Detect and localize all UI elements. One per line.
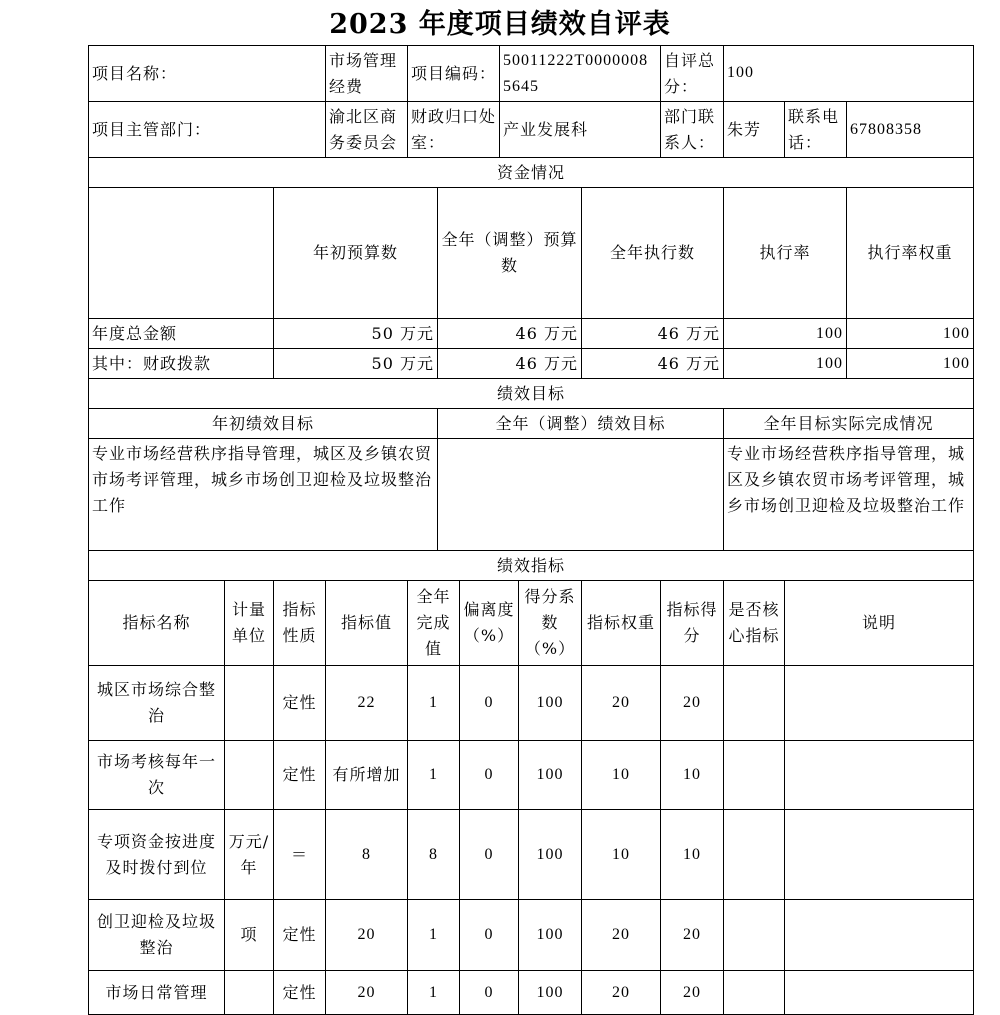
funds-cell: 100 xyxy=(724,349,847,379)
indicator-completed: 8 xyxy=(408,810,460,900)
indicator-unit xyxy=(225,666,274,741)
indicators-section-heading: 绩效指标 xyxy=(89,551,974,581)
indicator-completed: 1 xyxy=(408,741,460,810)
indicator-coefficient: 100 xyxy=(519,741,582,810)
goals-header-adjusted: 全年（调整）绩效目标 xyxy=(438,409,724,439)
indicator-note xyxy=(785,666,974,741)
project-code-label: 项目编码： xyxy=(408,46,500,102)
funds-cell: 100 xyxy=(724,319,847,349)
project-code-value: 50011222T00000085645 xyxy=(500,46,661,102)
indicator-name: 专项资金按进度及时拨付到位 xyxy=(89,810,225,900)
indicator-completed: 1 xyxy=(408,666,460,741)
funds-cell: 46 万元 xyxy=(438,319,582,349)
indicator-weight: 10 xyxy=(582,810,661,900)
indicator-nature: 定性 xyxy=(274,741,326,810)
indicator-nature: 定性 xyxy=(274,971,326,1015)
indicator-deviation: 0 xyxy=(460,971,519,1015)
indicator-deviation: 0 xyxy=(460,810,519,900)
indicator-header: 指标得分 xyxy=(661,581,724,666)
goals-header-row xyxy=(89,409,974,439)
phone-label: 联系电话： xyxy=(785,102,847,158)
funds-section-heading: 资金情况 xyxy=(89,158,974,188)
dept-label: 项目主管部门： xyxy=(89,102,326,158)
project-row-1 xyxy=(89,46,974,102)
indicator-is-core xyxy=(724,971,785,1015)
indicator-note xyxy=(785,971,974,1015)
indicator-unit: 万元/年 xyxy=(225,810,274,900)
funds-header: 全年执行数 xyxy=(582,188,724,319)
indicator-note xyxy=(785,810,974,900)
indicator-nature: 定性 xyxy=(274,900,326,971)
goal-adjusted-text xyxy=(438,439,724,551)
indicator-score: 20 xyxy=(661,971,724,1015)
indicator-nature: ＝ xyxy=(274,810,326,900)
phone-value: 67808358 xyxy=(847,102,974,158)
funds-header: 执行率 xyxy=(724,188,847,319)
project-name-value: 市场管理经费 xyxy=(326,46,408,102)
indicator-header: 得分系数（%） xyxy=(519,581,582,666)
funds-cell: 100 xyxy=(847,319,974,349)
funds-cell: 50 万元 xyxy=(274,349,438,379)
indicator-header: 偏离度（%） xyxy=(460,581,519,666)
goals-content-row xyxy=(89,439,974,551)
goals-header-initial: 年初绩效目标 xyxy=(89,409,438,439)
indicator-completed: 1 xyxy=(408,900,460,971)
indicator-name: 城区市场综合整治 xyxy=(89,666,225,741)
funds-cell: 46 万元 xyxy=(438,349,582,379)
indicator-header: 指标权重 xyxy=(582,581,661,666)
indicator-coefficient: 100 xyxy=(519,900,582,971)
indicator-weight: 20 xyxy=(582,971,661,1015)
indicator-unit xyxy=(225,971,274,1015)
indicator-coefficient: 100 xyxy=(519,810,582,900)
page-title: 2023 年度项目绩效自评表 xyxy=(329,9,671,40)
funds-row-label: 其中：财政拨款 xyxy=(89,349,274,379)
goals-header-actual: 全年目标实际完成情况 xyxy=(724,409,974,439)
indicator-value: 22 xyxy=(326,666,408,741)
indicator-deviation: 0 xyxy=(460,741,519,810)
indicator-header: 指标名称 xyxy=(89,581,225,666)
goal-initial-text: 专业市场经营秩序指导管理，城区及乡镇农贸市场考评管理，城乡市场创卫迎检及垃圾整治工作 xyxy=(89,439,438,551)
indicator-value: 20 xyxy=(326,900,408,971)
indicator-score: 10 xyxy=(661,810,724,900)
indicator-score: 10 xyxy=(661,741,724,810)
indicator-deviation: 0 xyxy=(460,666,519,741)
indicator-is-core xyxy=(724,741,785,810)
funds-cell: 100 xyxy=(847,349,974,379)
indicator-weight: 10 xyxy=(582,741,661,810)
indicator-unit: 项 xyxy=(225,900,274,971)
funds-header: 年初预算数 xyxy=(274,188,438,319)
project-name-label: 项目名称： xyxy=(89,46,326,102)
indicators-header-row xyxy=(89,581,974,666)
indicator-header: 全年完成值 xyxy=(408,581,460,666)
finance-office-value: 产业发展科 xyxy=(500,102,661,158)
indicator-is-core xyxy=(724,810,785,900)
indicator-header: 说明 xyxy=(785,581,974,666)
funds-row-label: 年度总金额 xyxy=(89,319,274,349)
indicator-value: 20 xyxy=(326,971,408,1015)
indicator-weight: 20 xyxy=(582,900,661,971)
self-score-value: 100 xyxy=(724,46,974,102)
indicator-coefficient: 100 xyxy=(519,971,582,1015)
indicator-header: 指标值 xyxy=(326,581,408,666)
indicator-unit xyxy=(225,741,274,810)
goals-section-heading: 绩效目标 xyxy=(89,379,974,409)
indicator-header: 计量单位 xyxy=(225,581,274,666)
indicator-note xyxy=(785,900,974,971)
contact-label: 部门联系人： xyxy=(661,102,724,158)
indicator-row xyxy=(89,666,974,741)
indicator-score: 20 xyxy=(661,900,724,971)
indicator-header: 是否核心指标 xyxy=(724,581,785,666)
indicator-name: 市场考核每年一次 xyxy=(89,741,225,810)
contact-value: 朱芳 xyxy=(724,102,785,158)
indicator-nature: 定性 xyxy=(274,666,326,741)
funds-header: 全年（调整）预算数 xyxy=(438,188,582,319)
indicator-note xyxy=(785,741,974,810)
indicator-row xyxy=(89,741,974,810)
indicator-score: 20 xyxy=(661,666,724,741)
funds-row xyxy=(89,319,974,349)
indicator-deviation: 0 xyxy=(460,900,519,971)
indicator-weight: 20 xyxy=(582,666,661,741)
indicator-value: 8 xyxy=(326,810,408,900)
funds-row xyxy=(89,349,974,379)
funds-cell: 46 万元 xyxy=(582,319,724,349)
indicator-completed: 1 xyxy=(408,971,460,1015)
funds-cell: 50 万元 xyxy=(274,319,438,349)
indicator-is-core xyxy=(724,666,785,741)
indicator-coefficient: 100 xyxy=(519,666,582,741)
indicator-name: 市场日常管理 xyxy=(89,971,225,1015)
indicator-name: 创卫迎检及垃圾整治 xyxy=(89,900,225,971)
funds-cell: 46 万元 xyxy=(582,349,724,379)
indicator-row xyxy=(89,971,974,1015)
indicator-row xyxy=(89,810,974,900)
finance-office-label: 财政归口处室： xyxy=(408,102,500,158)
indicator-header: 指标性质 xyxy=(274,581,326,666)
indicator-value: 有所增加 xyxy=(326,741,408,810)
goal-actual-text: 专业市场经营秩序指导管理，城区及乡镇农贸市场考评管理，城乡市场创卫迎检及垃圾整治工作 xyxy=(724,439,974,551)
indicator-row xyxy=(89,900,974,971)
funds-header-row xyxy=(89,188,974,319)
self-score-label: 自评总分： xyxy=(661,46,724,102)
dept-value: 渝北区商务委员会 xyxy=(326,102,408,158)
evaluation-table xyxy=(88,45,974,1015)
funds-header: 执行率权重 xyxy=(847,188,974,319)
indicator-is-core xyxy=(724,900,785,971)
project-row-2 xyxy=(89,102,974,158)
